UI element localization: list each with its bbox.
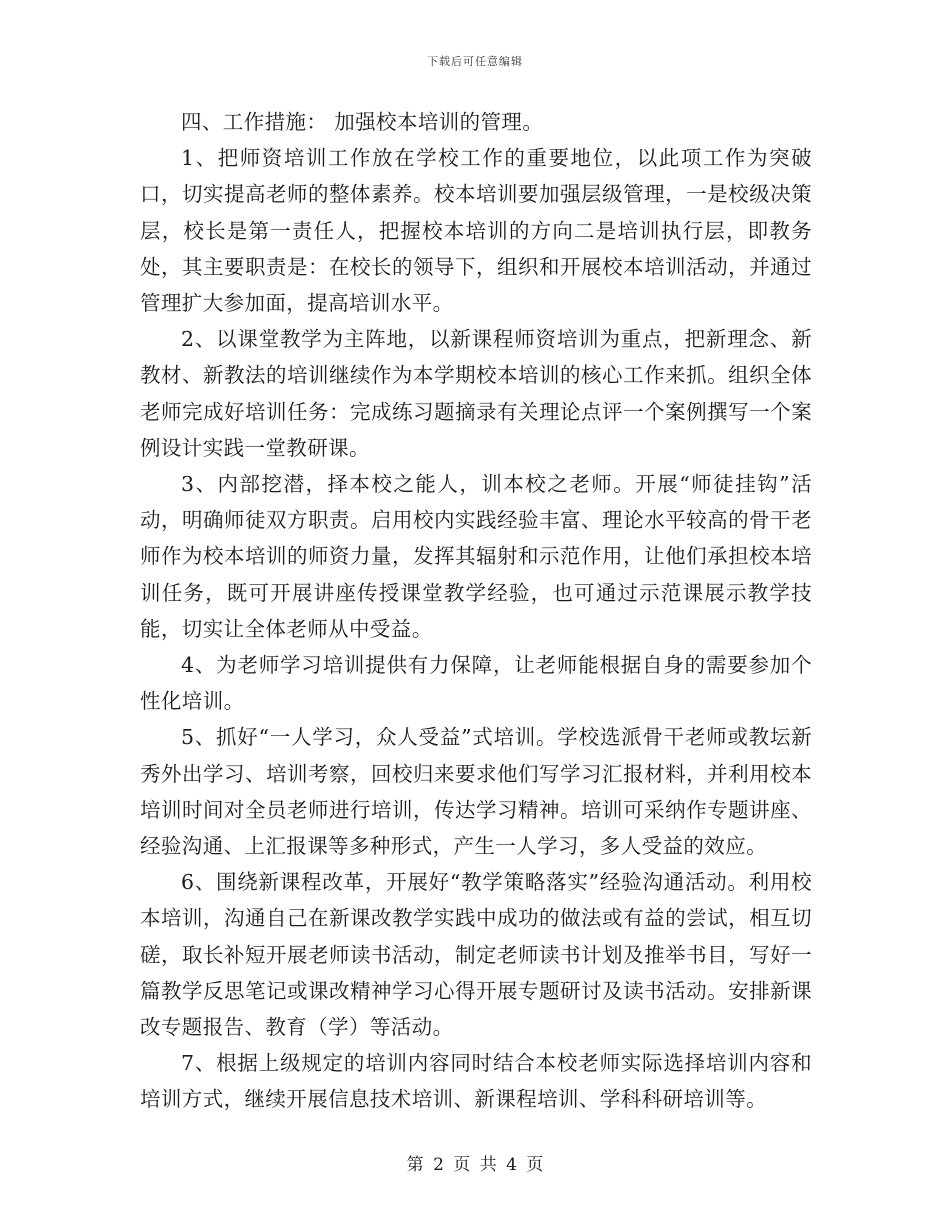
header-note: 下载后可任意编辑 <box>427 55 523 68</box>
paragraph-3: 3、内部挖潜，择本校之能人，训本校之老师。开展“师徒挂钩”活动，明确师徒双方职责。启用校内实践经验丰富、理论水平较高的骨干老师作为校本培训的师资力量，发挥其辐射和示范作用，让他们承担校本培训任务，既可开展讲座传授课堂教学经验，也可通过示范课展示教学技能，切实让全体老师从中受益。 <box>140 472 812 641</box>
paragraph-5: 5、抓好“一人学习，众人受益”式培训。学校选派骨干老师或教坛新秀外出学习、培训考察，回校归来要求他们写学习汇报材料，并利用校本培训时间对全员老师进行培训，传达学习精神。培训可采纳作专题讲座、经验沟通、上汇报课等多种形式，产生一人学习，多人受益的效应。 <box>140 725 812 859</box>
section-heading: 四、工作措施： 加强校本培训的管理。 <box>181 110 544 134</box>
paragraph-4: 4、为老师学习培训提供有力保障，让老师能根据自身的需要参加个性化培训。 <box>140 653 812 714</box>
paragraph-6: 6、围绕新课程改革，开展好“教学策略落实”经验沟通活动。利用校本培训，沟通自己在新课改教学实践中成功的做法或有益的尝试，相互切磋，取长补短开展老师读书活动，制定老师读书计划及推举书目，写好一篇教学反思笔记或课改精神学习心得开展专题研讨及读书活动。安排新课改专题报告、教育（学）等活动。 <box>140 870 812 1040</box>
paragraph-7: 7、根据上级规定的培训内容同时结合本校老师实际选择培训内容和培训方式，继续开展信息技术培训、新课程培训、学科科研培训等。 <box>140 1051 812 1112</box>
document-body <box>140 104 812 1118</box>
paragraph-2: 2、以课堂教学为主阵地，以新课程师资培训为重点，把新理念、新教材、新教法的培训继续作为本学期校本培训的核心工作来抓。组织全体老师完成好培训任务：完成练习题摘录有关理论点评一个案例撰写一个案例设计实践一堂教研课。 <box>140 327 812 460</box>
page-number: 第 2 页 共 4 页 <box>406 1155 544 1175</box>
paragraph-1: 1、把师资培训工作放在学校工作的重要地位，以此项工作为突破口，切实提高老师的整体素养。校本培训要加强层级管理，一是校级决策层，校长是第一责任人，把握校本培训的方向二是培训执行层，即教务处，其主要职责是：在校长的领导下，组织和开展校本培训活动，并通过管理扩大参加面，提高培训水平。 <box>140 146 812 316</box>
